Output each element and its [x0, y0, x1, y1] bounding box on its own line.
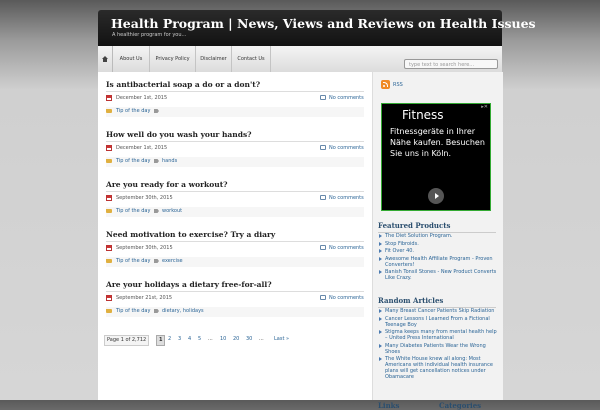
post-meta	[106, 144, 364, 154]
links-title: Links	[378, 401, 400, 410]
folder-icon	[106, 109, 112, 113]
list-item[interactable]: Banish Tonsil Stones - New Product Converts Like Crazy.	[378, 269, 498, 281]
post-taxonomy	[106, 207, 364, 217]
post	[106, 130, 364, 167]
post	[106, 230, 364, 267]
folder-icon	[106, 259, 112, 263]
comments-link[interactable]: No comments	[329, 95, 364, 101]
random-articles-list	[378, 308, 498, 382]
pagination-last[interactable]: Last »	[274, 336, 290, 342]
post-date: September 30th, 2015	[116, 245, 173, 251]
pagination-page[interactable]: 30	[246, 336, 253, 342]
featured-products-list	[378, 233, 498, 283]
site-header	[98, 10, 536, 46]
folder-icon	[106, 209, 112, 213]
home-icon	[102, 56, 109, 63]
post-date: September 21st, 2015	[116, 295, 173, 301]
post-taxonomy	[106, 307, 364, 317]
list-item[interactable]: Fit Over 40.	[378, 248, 498, 254]
calendar-icon	[106, 195, 112, 201]
pagination-ellipsis: ...	[259, 336, 264, 342]
site-title[interactable]: Health Program | News, Views and Reviews on Health Issues	[111, 16, 536, 31]
tag-icon	[154, 259, 159, 263]
nav-contact-us[interactable]: Contact Us	[232, 46, 271, 72]
post-title[interactable]: Are your holidays a dietary free-for-all?	[106, 280, 364, 292]
category-link[interactable]: Tip of the day	[116, 258, 151, 264]
folder-icon	[106, 309, 112, 313]
list-item[interactable]: Many Diabetes Patients Wear the Wrong Shoes	[378, 343, 498, 355]
pagination-page[interactable]: 2	[168, 336, 172, 342]
category-link[interactable]: Tip of the day	[116, 308, 151, 314]
list-item[interactable]: Stigma keeps many from mental health help – United Press International	[378, 329, 498, 341]
tag-link[interactable]: dietary, holidays	[162, 308, 204, 314]
ad-next-button[interactable]	[428, 188, 444, 204]
list-item[interactable]: Awesome Health Affiliate Program - Proven Converters!	[378, 256, 498, 268]
post-meta	[106, 294, 364, 304]
pagination-page[interactable]: 20	[233, 336, 240, 342]
home-button[interactable]	[98, 46, 113, 72]
tag-icon	[154, 159, 159, 163]
category-link[interactable]: Tip of the day	[116, 208, 151, 214]
comment-icon	[320, 95, 326, 100]
site-description: A healthier program for you...	[112, 32, 187, 38]
nav-disclaimer[interactable]: Disclaimer	[196, 46, 232, 72]
main-content	[98, 72, 372, 400]
post-date: December 1st, 2015	[116, 145, 168, 151]
tag-link[interactable]: hands	[162, 158, 178, 164]
search-input[interactable]: type text to search here...	[404, 59, 498, 69]
tag-icon	[154, 309, 159, 313]
comments-link[interactable]: No comments	[329, 295, 364, 301]
ad-body: Fitnessgeräte in Ihrer Nähe kaufen. Besuchen Sie uns in Köln.	[390, 127, 485, 158]
category-link[interactable]: Tip of the day	[116, 158, 151, 164]
sidebar	[372, 72, 503, 410]
post-title[interactable]: Need motivation to exercise? Try a diary	[106, 230, 364, 242]
calendar-icon	[106, 245, 112, 251]
post-taxonomy	[106, 257, 364, 267]
rss-link[interactable]: RSS	[393, 82, 403, 88]
post-taxonomy	[106, 107, 364, 117]
pagination-page[interactable]: 5	[198, 336, 202, 342]
featured-products-title: Featured Products	[378, 221, 496, 233]
comment-icon	[320, 145, 326, 150]
post-date: September 30th, 2015	[116, 195, 173, 201]
pagination-info: Page 1 of 2,712	[104, 335, 149, 346]
ad-title: Fitness	[402, 108, 444, 122]
list-item[interactable]: Stop Fibroids.	[378, 241, 498, 247]
list-item[interactable]: The Diet Solution Program.	[378, 233, 498, 239]
post-date: December 1st, 2015	[116, 95, 168, 101]
tag-link[interactable]: exercise	[162, 258, 183, 264]
list-item[interactable]: The White House knew all along: Most Americans with individual health insurance plans will get cancellation notices under Obamacare	[378, 356, 498, 380]
pagination-current: 1	[156, 335, 165, 346]
categories-title: Categories	[439, 401, 482, 410]
comment-icon	[320, 295, 326, 300]
post-taxonomy	[106, 157, 364, 167]
post	[106, 80, 364, 117]
comments-link[interactable]: No comments	[329, 145, 364, 151]
post-meta	[106, 94, 364, 104]
category-link[interactable]: Tip of the day	[116, 108, 151, 114]
pagination-page[interactable]: 10	[220, 336, 227, 342]
list-item[interactable]: Cancer Lessons I Learned From a Fictional Teenage Boy	[378, 316, 498, 328]
pagination-page[interactable]: 4	[188, 336, 192, 342]
calendar-icon	[106, 145, 112, 151]
post-meta	[106, 194, 364, 204]
main-nav	[98, 46, 502, 73]
post	[106, 280, 364, 317]
pagination-page[interactable]: 3	[178, 336, 182, 342]
post-meta	[106, 244, 364, 254]
calendar-icon	[106, 295, 112, 301]
comment-icon	[320, 195, 326, 200]
ad-close-icon[interactable]: ▸✕	[481, 104, 488, 110]
chevron-right-icon	[435, 193, 439, 199]
folder-icon	[106, 159, 112, 163]
random-articles-title: Random Articles	[378, 296, 496, 308]
post	[106, 180, 364, 217]
pagination-ellipsis: ...	[208, 336, 213, 342]
tag-icon	[154, 109, 159, 113]
page-wrapper	[98, 10, 536, 410]
post-title[interactable]: How well do you wash your hands?	[106, 130, 364, 142]
advertisement[interactable]	[381, 103, 491, 211]
comments-link[interactable]: No comments	[329, 245, 364, 251]
comment-icon	[320, 245, 326, 250]
post-title[interactable]: Are you ready for a workout?	[106, 180, 364, 192]
calendar-icon	[106, 95, 112, 101]
tag-link[interactable]: workout	[162, 208, 183, 214]
tag-icon	[154, 209, 159, 213]
post-title[interactable]: Is antibacterial soap a do or a don't?	[106, 80, 364, 92]
list-item[interactable]: Many Breast Cancer Patients Skip Radiation	[378, 308, 498, 314]
comments-link[interactable]: No comments	[329, 195, 364, 201]
nav-privacy-policy[interactable]: Privacy Policy	[150, 46, 196, 72]
nav-about-us[interactable]: About Us	[113, 46, 150, 72]
rss-icon[interactable]	[381, 80, 390, 89]
